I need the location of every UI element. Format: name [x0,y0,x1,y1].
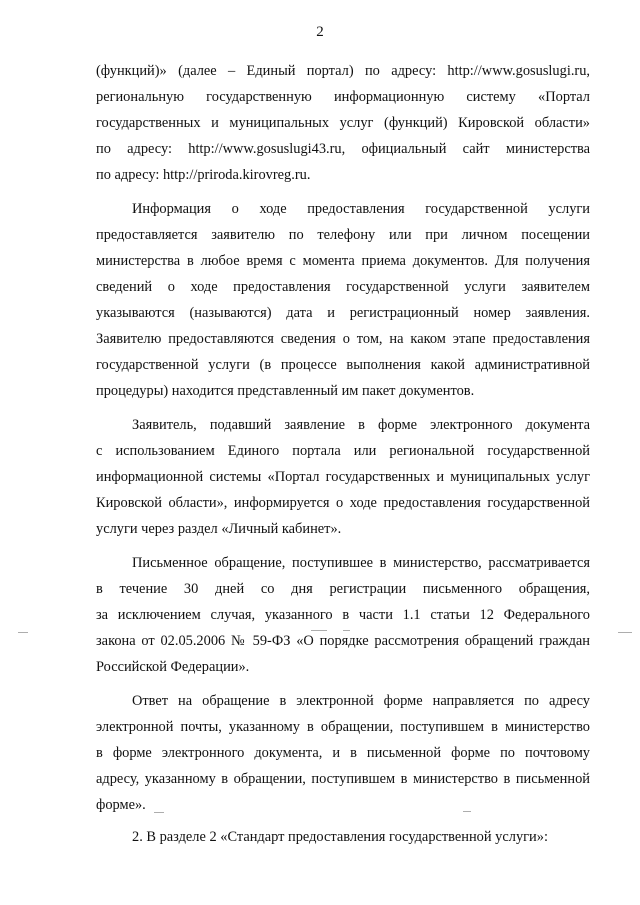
paragraph-2-line-5: указываются (называются) дата и регистрационный номер заявления. [96,305,590,321]
paragraph-2-line-4: сведений о ходе предоставления государственной услуги заявителем [96,279,590,295]
paragraph-4-line-5: Российской Федерации». [96,659,250,675]
scan-mark-left [18,632,28,633]
paragraph-6-line-1: 2. В разделе 2 «Стандарт предоставления государственной услуги»: [132,829,548,845]
paragraph-1-line-4: по адресу: http://www.gosuslugi43.ru, официальный сайт министерства [96,141,590,157]
paragraph-2-line-6: Заявителю предоставляются сведения о том, на каком этапе предоставления [96,331,590,347]
scan-mark-right [618,632,632,633]
paragraph-4-line-4: закона от 02.05.2006 № 59-ФЗ «О порядке рассмотрения обращений граждан [96,633,590,649]
paragraph-1-line-5: по адресу: http://priroda.kirovreg.ru. [96,167,311,183]
paragraph-2-line-3: министерства в любое время с момента приема документов. Для получения [96,253,590,269]
paragraph-1-line-3: государственных и муниципальных услуг (функций) Кировской области» [96,115,590,131]
paragraph-5-line-1: Ответ на обращение в электронной форме направляется по адресу [132,693,590,709]
paragraph-4-line-1: Письменное обращение, поступившее в министерство, рассматривается [132,555,590,571]
paragraph-5-line-2: электронной почты, указанному в обращении, поступившем в министерство [96,719,590,735]
paragraph-3-line-3: информационной системы «Портал государственных и муниципальных услуг [96,469,590,485]
paragraph-3-line-5: услуги через раздел «Личный кабинет». [96,521,342,537]
paragraph-5-line-3: в форме электронного документа, и в письменной форме по почтовому [96,745,590,761]
paragraph-3-line-2: с использованием Единого портала или региональной государственной [96,443,590,459]
paragraph-2-line-1: Информация о ходе предоставления государственной услуги [132,201,590,217]
scan-mark-bottom-2 [463,811,471,812]
paragraph-3-line-1: Заявитель, подавший заявление в форме электронного документа [132,417,590,433]
paragraph-5-line-4: адресу, указанному в обращении, поступившем в министерство в письменной [96,771,590,787]
paragraph-1-line-2: региональную государственную информационную систему «Портал [96,89,590,105]
scan-mark-bottom-1 [154,812,164,813]
scan-mark-center-2 [343,630,350,631]
paragraph-2-line-2: предоставляется заявителю по телефону или при личном посещении [96,227,590,243]
page-number: 2 [316,24,324,40]
paragraph-2-line-7: государственной услуги (в процессе выполнения какой административной [96,357,590,373]
paragraph-3-line-4: Кировской области», информируется о ходе предоставления государственной [96,495,590,511]
paragraph-1-line-1: (функций)» (далее – Единый портал) по адресу: http://www.gosuslugi.ru, [96,63,590,79]
paragraph-5-line-5: форме». [96,797,146,813]
scan-mark-center-1 [311,630,327,631]
paragraph-2-line-8: процедуры) находится представленный им пакет документов. [96,383,475,399]
paragraph-4-line-3: за исключением случая, указанного в части 1.1 статьи 12 Федерального [96,607,590,623]
paragraph-4-line-2: в течение 30 дней со дня регистрации письменного обращения, [96,581,590,597]
